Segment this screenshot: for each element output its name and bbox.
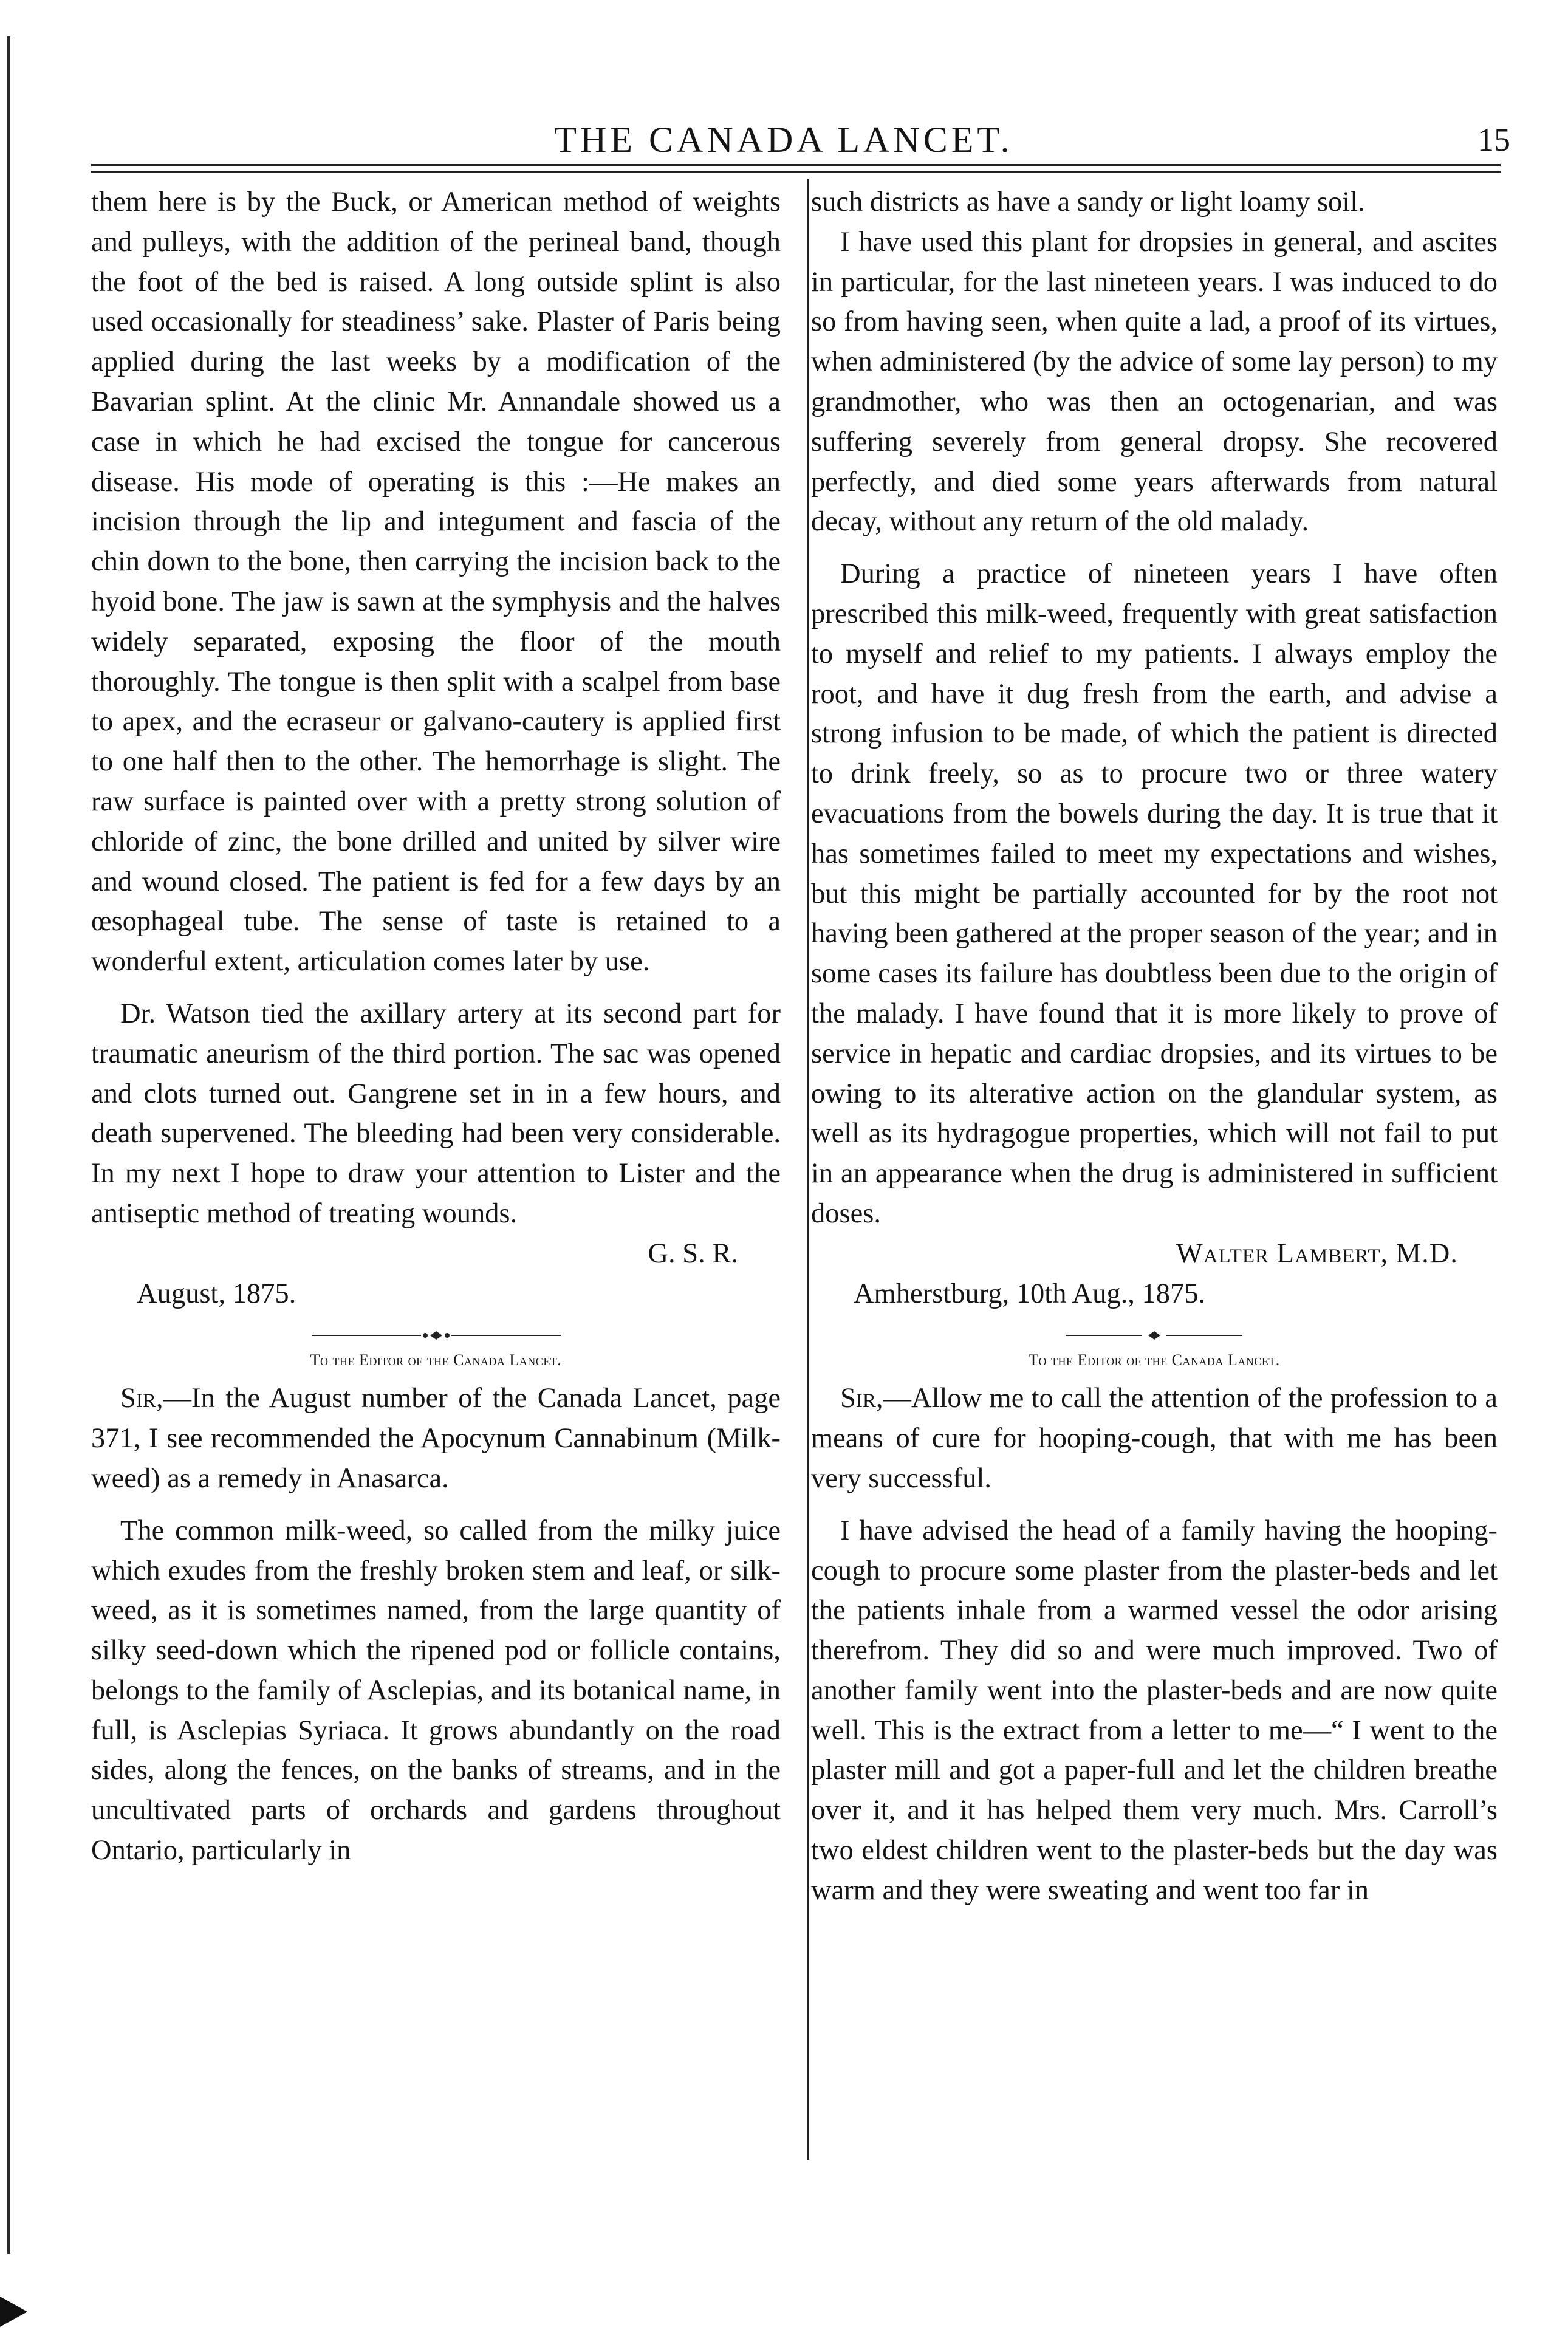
salutation: Sir,: [840, 1383, 883, 1414]
salutation: Sir,: [120, 1383, 163, 1414]
letter-opening-text: —In the August number of the Canada Lancet, page 371, I see recommended the Apocynum Cannabinum (Milk-weed) as a remedy in Anasarca.: [91, 1383, 781, 1494]
letter-opening: [811, 1379, 1498, 1498]
column-separator: [807, 179, 809, 2160]
running-header: [0, 115, 1568, 164]
page-number: 15: [1477, 122, 1510, 158]
section-divider-ornament: [309, 1329, 564, 1342]
letter-opening-text: —Allow me to call the attention of the profession to a means of cure for hooping-cough, that with me has been very successful.: [811, 1383, 1498, 1494]
scan-corner-mark: [0, 2297, 27, 2327]
signature-initials: G. S. R.: [648, 1238, 738, 1269]
article-paragraph: During a practice of nineteen years I have often prescribed this milk-weed, frequently with great satisfaction to myself and relief to my patients. I always employ the root, and have it dug fresh from the earth, and advise a strong infusion to be made, of which the patient is directed to drink freely, so as to procure two or three watery evacuations from the bowels during the day. It is true that it has sometimes failed to meet my expectations and wishes, but this might be partially accounted for by the root not having been gathered at the proper season of the year; and in some cases its failure has doubtless been due to the origin of the malady. I have found that it is more likely to prove of service in hepatic and cardiac dropsies, and its virtues to be owing to its alterative action on the glandular system, as well as its hydragogue properties, which will not fail to put in an appearance when the drug is administered in sufficient doses.: [811, 558, 1498, 1229]
right-column: [811, 182, 1498, 1911]
signature-name: Walter Lambert, M.D.: [1176, 1238, 1458, 1269]
page-binding-edge: [7, 36, 10, 2254]
letter-opening: [91, 1379, 781, 1498]
journal-title: THE CANADA LANCET.: [554, 120, 1013, 160]
signature-place: Amherstburg, 10th Aug., 1875.: [854, 1278, 1206, 1309]
header-rule-thick: [91, 164, 1501, 166]
article-paragraph: them here is by the Buck, or American method of weights and pulleys, with the addition of the perineal band, though the foot of the bed is raised. A long outside splint is also used occasionally for steadiness’ sake. Plaster of Paris being applied during the last weeks by a modification of the Bavarian splint. At the clinic Mr. Annandale showed us a case in which he had excised the tongue for cancerous disease. His mode of operating is this :—He makes an incision through the lip and integument and fascia of the chin down to the bone, then carrying the incision back to the hyoid bone. The jaw is sawn at the symphysis and the halves widely separated, exposing the floor of the mouth thoroughly. The tongue is then split with a scalpel from base to apex, and the ecraseur or galvano-cautery is applied first to one half then to the other. The hemorrhage is slight. The raw surface is painted over with a pretty strong solution of chloride of zinc, the bone drilled and united by silver wire and wound closed. The patient is fed for a few days by an œsophageal tube. The sense of taste is retained to a wonderful extent, articulation comes later by use.: [91, 187, 781, 978]
article-paragraph: The common milk-weed, so called from the milky juice which exudes from the freshly broken stem and leaf, or silk-weed, as it is sometimes named, from the large quantity of silky seed-down which the ripened pod or follicle contains, belongs to the family of Asclepias, and its botanical name, in full, is Asclepias Syriaca. It grows abundantly on the road sides, along the fences, on the banks of streams, and in the uncultivated parts of orchards and gardens throughout Ontario, particularly in: [91, 1515, 781, 1866]
article-paragraph: such districts as have a sandy or light loamy soil.: [811, 187, 1365, 218]
section-divider-ornament: [1063, 1329, 1245, 1342]
signature-date: August, 1875.: [137, 1278, 296, 1309]
left-column: [91, 182, 781, 1871]
header-rule-thin: [91, 171, 1501, 173]
article-paragraph: I have advised the head of a family having the hooping-cough to procure some plaster from the plaster-beds and let the patients inhale from a warmed vessel the odor arising therefrom. They did so and were much improved. Two of another family went into the plaster-beds and are now quite well. This is the extract from a letter to me—“ I went to the plaster mill and got a paper-full and let the children breathe over it, and it has helped them very much. Mrs. Carroll’s two eldest children went to the plaster-beds but the day was warm and they were sweating and went too far in: [811, 1515, 1498, 1906]
letter-heading: To the Editor of the Canada Lancet.: [310, 1351, 562, 1369]
article-paragraph: I have used this plant for dropsies in general, and ascites in particular, for the last nineteen years. I was induced to do so from having seen, when quite a lad, a proof of its virtues, when administered (by the advice of some lay person) to my grandmother, who was then an octogenarian, and was suffering severely from general dropsy. She recovered perfectly, and died some years afterwards from natural decay, without any return of the old malady.: [811, 226, 1498, 538]
article-paragraph: Dr. Watson tied the axillary artery at its second part for traumatic aneurism of the third portion. The sac was opened and clots turned out. Gangrene set in in a few hours, and death supervened. The bleeding had been very considerable. In my next I hope to draw your attention to Lister and the antiseptic method of treating wounds.: [91, 998, 781, 1229]
letter-heading: To the Editor of the Canada Lancet.: [1029, 1351, 1280, 1369]
